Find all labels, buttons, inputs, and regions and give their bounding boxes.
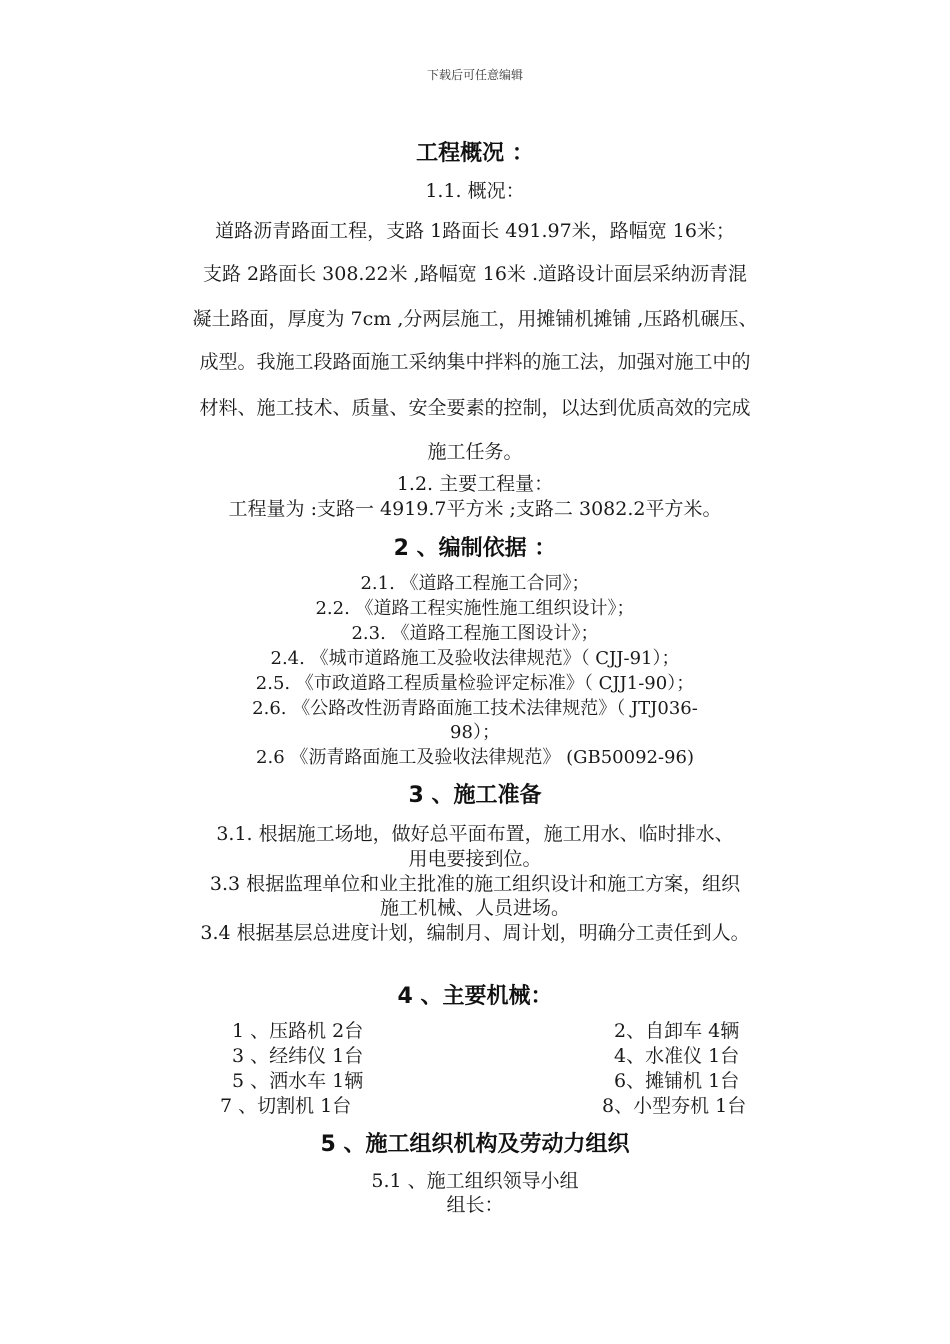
section-5-title: 5 、施工组织机构及劳动力组织 [320,1132,630,1157]
list-item: 2.5. 《市政道路工程质量检验评定标准》（ CJJ1-90）； [255,673,695,694]
machine-item: 2、自卸车 4辆 [614,1020,740,1042]
subsection-5-1: 5.1 、施工组织领导小组 [371,1170,579,1192]
quantity-line: 工程量为 :支路一 4919.7平方米 ;支路二 3082.2平方米。 [228,498,722,520]
list-item: 施工机械、人员进场。 [379,897,570,919]
machine-item: 8、小型夯机 1台 [602,1095,747,1117]
machine-item: 3 、经纬仪 1台 [232,1045,364,1067]
list-item: 3.4 根据基层总进度计划，编制月、周计划，明确分工责任到人。 [200,922,750,944]
list-item: 3.1. 根据施工场地，做好总平面布置，施工用水、临时排水、 [216,823,734,845]
list-item: 2.6 《沥青路面施工及验收法律规范》 (GB50092-96) [256,747,694,768]
list-item: 2.1. 《道路工程施工合同》； [360,573,590,594]
list-item: 2.6. 《公路改性沥青路面施工技术法律规范》（ JTJ036- [252,698,698,719]
machine-item: 7 、切割机 1台 [220,1095,352,1117]
subsection-1-2: 1.2. 主要工程量： [396,473,554,495]
paragraph-line: 凝土路面，厚度为 7cm ,分两层施工，用摊铺机摊铺 ,压路机碾压、 [192,308,758,330]
list-item: 2.3. 《道路工程施工图设计》； [351,623,599,644]
leader-label: 组长： [446,1194,504,1216]
list-item: 3.3 根据监理单位和业主批准的施工组织设计和施工方案，组织 [209,873,741,895]
list-item: 98）； [450,722,500,743]
paragraph-line: 成型。我施工段路面施工采纳集中拌料的施工法，加强对施工中的 [199,351,751,373]
section-2-title: 2 、编制依据 ： [393,536,557,561]
machine-item: 1 、压路机 2台 [232,1020,364,1042]
paragraph-line: 材料、施工技术、质量、安全要素的控制，以达到优质高效的完成 [199,397,751,419]
machine-item: 5 、洒水车 1辆 [232,1070,364,1092]
machine-item: 4、水准仪 1台 [614,1045,740,1067]
section-1-title: 工程概况 ： [416,141,534,166]
machine-item: 6、摊铺机 1台 [614,1070,740,1092]
paragraph-line: 施工任务。 [427,441,523,463]
paragraph-line: 道路沥青路面工程，支路 1路面长 491.97米，路幅宽 16米； [215,220,735,242]
list-item: 2.2. 《道路工程实施性施工组织设计》； [315,598,635,619]
subsection-1-1: 1.1. 概况： [425,180,525,202]
list-item: 用电要接到位。 [408,848,542,870]
section-3-title: 3 、施工准备 [408,783,542,808]
page-header: 下载后可任意编辑 [426,68,523,82]
section-4-title: 4 、主要机械： [397,984,553,1009]
paragraph-line: 支路 2路面长 308.22米 ,路幅宽 16米 .道路设计面层采纳沥青混 [202,263,748,285]
list-item: 2.4. 《城市道路施工及验收法律规范》（ CJJ-91）； [270,648,680,669]
